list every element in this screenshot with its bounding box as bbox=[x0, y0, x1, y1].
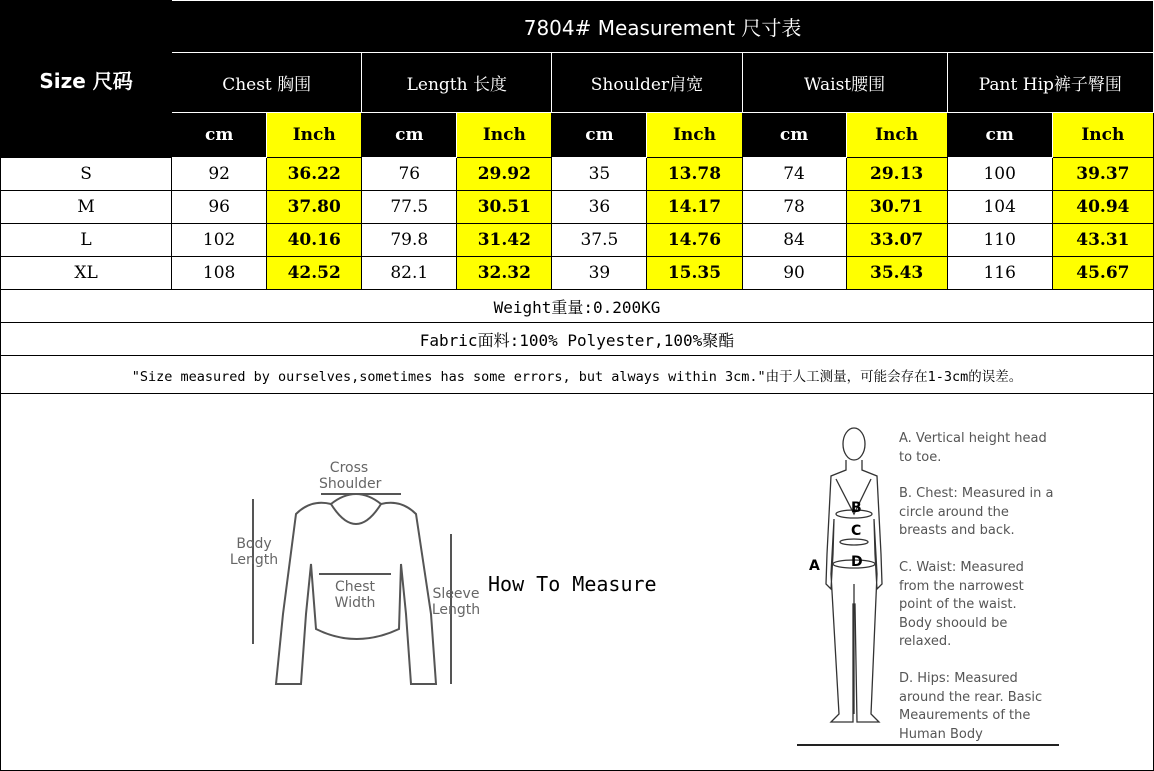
inch-value-cell: 13.78 bbox=[647, 158, 742, 191]
cm-value-cell: 84 bbox=[742, 224, 846, 257]
cm-value-cell: 96 bbox=[172, 191, 267, 224]
cm-value-cell: 74 bbox=[742, 158, 846, 191]
body-letter-b: B bbox=[851, 500, 862, 516]
cm-value-cell: 104 bbox=[947, 191, 1052, 224]
inch-value-cell: 29.92 bbox=[457, 158, 552, 191]
body-figure-diagram bbox=[801, 424, 891, 729]
cm-value-cell: 76 bbox=[362, 158, 457, 191]
description-b: B. Chest: Measured in a circle around the breasts and back. bbox=[899, 486, 1054, 538]
how-to-measure-panel bbox=[0, 393, 1154, 771]
inch-value-cell: 15.35 bbox=[647, 257, 742, 290]
cm-value-cell: 36 bbox=[552, 191, 647, 224]
inch-value-cell: 37.80 bbox=[267, 191, 362, 224]
table-row bbox=[1, 224, 1154, 257]
description-a: A. Vertical height head to toe. bbox=[899, 431, 1047, 465]
inch-value-cell: 30.51 bbox=[457, 191, 552, 224]
weight-info: Weight重量:0.200KG bbox=[1, 290, 1154, 323]
cm-value-cell: 79.8 bbox=[362, 224, 457, 257]
description-d: D. Hips: Measured around the rear. Basic Meaurements of the Human Body bbox=[899, 671, 1043, 742]
cm-value-cell: 92 bbox=[172, 158, 267, 191]
body-letter-d: D bbox=[851, 554, 863, 570]
cm-value-cell: 102 bbox=[172, 224, 267, 257]
unit-header-cm: cm bbox=[552, 113, 647, 158]
table-row bbox=[1, 191, 1154, 224]
cm-value-cell: 35 bbox=[552, 158, 647, 191]
description-c: C. Waist: Measured from the narrowest point of the waist. Body shoould be relaxed. bbox=[899, 560, 1024, 649]
sleeve-length-label: Sleeve Length bbox=[431, 586, 481, 618]
inch-value-cell: 14.76 bbox=[647, 224, 742, 257]
cm-value-cell: 108 bbox=[172, 257, 267, 290]
inch-value-cell: 14.17 bbox=[647, 191, 742, 224]
inch-value-cell: 42.52 bbox=[267, 257, 362, 290]
cm-value-cell: 78 bbox=[742, 191, 846, 224]
fabric-info: Fabric面料:100% Polyester,100%聚酯 bbox=[1, 323, 1154, 356]
body-length-label: Body Length bbox=[229, 536, 279, 568]
inch-value-cell: 33.07 bbox=[846, 224, 947, 257]
cm-value-cell: 77.5 bbox=[362, 191, 457, 224]
cm-value-cell: 90 bbox=[742, 257, 846, 290]
size-cell: L bbox=[1, 224, 172, 257]
unit-header-inch: Inch bbox=[267, 113, 362, 158]
table-row bbox=[1, 158, 1154, 191]
unit-header-inch: Inch bbox=[846, 113, 947, 158]
column-header: Waist腰围 bbox=[742, 53, 947, 113]
unit-header-cm: cm bbox=[172, 113, 267, 158]
inch-value-cell: 35.43 bbox=[846, 257, 947, 290]
cm-value-cell: 82.1 bbox=[362, 257, 457, 290]
unit-header-inch: Inch bbox=[647, 113, 742, 158]
unit-header-inch: Inch bbox=[457, 113, 552, 158]
size-cell: M bbox=[1, 191, 172, 224]
inch-value-cell: 30.71 bbox=[846, 191, 947, 224]
inch-value-cell: 43.31 bbox=[1052, 224, 1153, 257]
inch-value-cell: 39.37 bbox=[1052, 158, 1153, 191]
inch-value-cell: 29.13 bbox=[846, 158, 947, 191]
column-header: Pant Hip裤子臀围 bbox=[947, 53, 1153, 113]
cm-value-cell: 37.5 bbox=[552, 224, 647, 257]
inch-value-cell: 32.32 bbox=[457, 257, 552, 290]
inch-value-cell: 45.67 bbox=[1052, 257, 1153, 290]
cm-value-cell: 116 bbox=[947, 257, 1052, 290]
cross-shoulder-label: Cross Shoulder bbox=[319, 460, 382, 492]
chest-width-label: Chest Width bbox=[334, 579, 376, 611]
body-letter-a: A bbox=[809, 558, 820, 574]
measurement-note: "Size measured by ourselves,sometimes has some errors, but always within 3cm."由于人工测量，可能会存在1-3cm的误差。 bbox=[1, 356, 1154, 394]
table-row bbox=[1, 257, 1154, 290]
size-cell: XL bbox=[1, 257, 172, 290]
unit-header-inch: Inch bbox=[1052, 113, 1153, 158]
column-header: Length 长度 bbox=[362, 53, 552, 113]
divider bbox=[797, 744, 1059, 746]
how-to-measure-heading: How To Measure bbox=[488, 572, 657, 596]
cm-value-cell: 110 bbox=[947, 224, 1052, 257]
size-cell: S bbox=[1, 158, 172, 191]
unit-header-cm: cm bbox=[947, 113, 1052, 158]
chart-title: 7804# Measurement 尺寸表 bbox=[172, 1, 1154, 53]
cm-value-cell: 39 bbox=[552, 257, 647, 290]
size-header: Size 尺码 bbox=[1, 1, 172, 158]
inch-value-cell: 31.42 bbox=[457, 224, 552, 257]
unit-header-cm: cm bbox=[362, 113, 457, 158]
body-letter-c: C bbox=[851, 523, 862, 539]
column-header: Chest 胸围 bbox=[172, 53, 362, 113]
unit-header-cm: cm bbox=[742, 113, 846, 158]
inch-value-cell: 36.22 bbox=[267, 158, 362, 191]
inch-value-cell: 40.94 bbox=[1052, 191, 1153, 224]
cm-value-cell: 100 bbox=[947, 158, 1052, 191]
column-header: Shoulder肩宽 bbox=[552, 53, 742, 113]
inch-value-cell: 40.16 bbox=[267, 224, 362, 257]
